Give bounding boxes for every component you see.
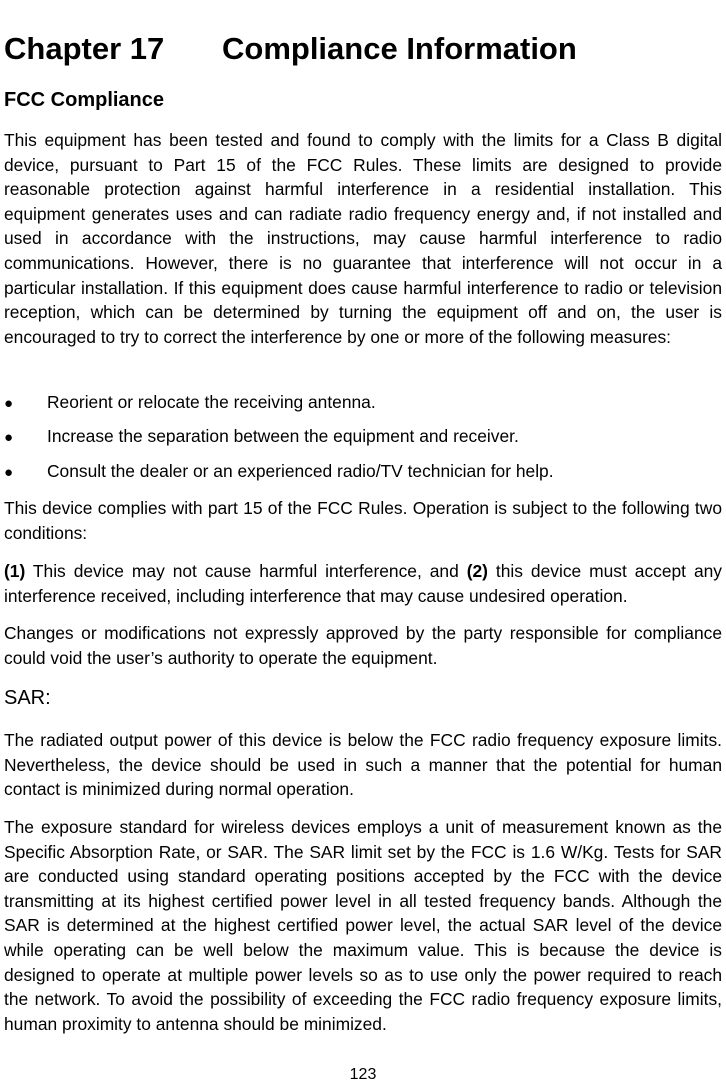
chapter-name: Compliance Information <box>222 31 577 66</box>
list-item-text: Consult the dealer or an experienced radio/TV technician for help. <box>47 461 554 481</box>
bullet-icon: ● <box>4 395 14 412</box>
list-item <box>4 424 722 451</box>
changes-paragraph: Changes or modifications not expressly approved by the party responsible for compliance could void the user’s authority to operate the equipment. <box>4 623 722 668</box>
bullet-icon: ● <box>4 429 14 446</box>
condition-1-text: This device may not cause harmful interference, and <box>25 561 467 581</box>
list-item <box>4 459 722 486</box>
fcc-intro-paragraph: This equipment has been tested and found to comply with the limits for a Class B digital device, pursuant to Part 15 of the FCC Rules. These limits are designed to provide reasonable protection against harmful interference in a residential installation. This equipment generates uses and can radiate radio frequency energy and, if not installed and used in accordance with the instructions, may cause harmful interference to radio communications. However, there is no guarantee that interference will not occur in a particular installation. If this equipment does cause harmful interference to radio or television reception, which can be determined by turning the equipment off and on, the user is encouraged to try to correct the interference by one or more of the following measures: <box>4 130 722 347</box>
page-number: 123 <box>349 1066 377 1083</box>
sar-paragraph-1: The radiated output power of this device is below the FCC radio frequency exposure limits. Nevertheless, the device should be used in such a manner that the potential for human contact is minimized during normal operation. <box>4 730 722 800</box>
part15-paragraph: This device complies with part 15 of the FCC Rules. Operation is subject to the following two conditions: <box>4 498 722 543</box>
fcc-compliance-heading: FCC Compliance <box>4 89 165 111</box>
condition-1-label: (1) <box>4 561 26 581</box>
list-item-text: Increase the separation between the equipment and receiver. <box>47 426 519 446</box>
chapter-title <box>4 31 577 67</box>
list-item <box>4 390 722 417</box>
sar-heading: SAR: <box>4 687 51 709</box>
list-item-text: Reorient or relocate the receiving antenna. <box>47 392 376 412</box>
bullet-icon: ● <box>4 464 14 481</box>
conditions-paragraph <box>4 559 722 608</box>
condition-2-text: this device must accept any interference received, including interference that may cause undesired operation. <box>4 561 722 606</box>
condition-2-label: (2) <box>466 561 488 581</box>
sar-paragraph-2: The exposure standard for wireless devices employs a unit of measurement known as the Specific Absorption Rate, or SAR. The SAR limit set by the FCC is 1.6 W/Kg. Tests for SAR are conducted using standard operating positions accepted by the FCC with the device transmitting at its highest certified power level in all tested frequency bands. Although the SAR is determined at the highest certified power level, the actual SAR level of the device while operating can be well below the maximum value. This is because the device is designed to operate at multiple power levels so as to use only the power required to reach the network. To avoid the possibility of exceeding the FCC radio frequency exposure limits, human proximity to antenna should be minimized. <box>4 817 722 1034</box>
chapter-number: Chapter 17 <box>4 31 165 66</box>
